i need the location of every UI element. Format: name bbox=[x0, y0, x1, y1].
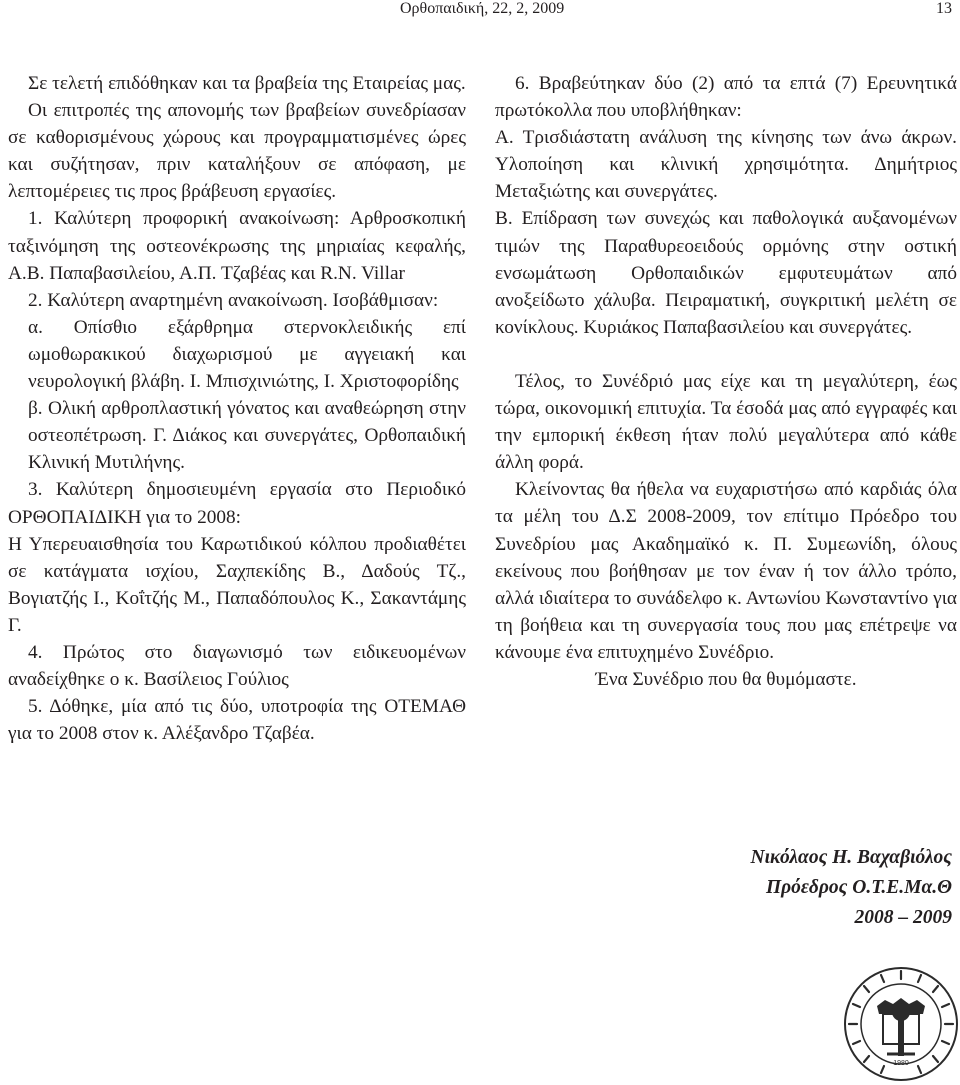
closing-paragraph-thanks: Κλείνοντας θα ήθελα να ευχαριστήσω από καρδιάς όλα τα μέλη του Δ.Σ 2008-2009, τον επίτιμο Πρόεδρο του Συνεδρίου μας Ακαδημαϊκό κ. Π. Συμεωνίδη, όλους εκείνους που βοήθησαν με τον έναν ή τον άλλο τρόπο, αλλά ιδιαίτερα το συνάδελφο κ. Αντωνίου Κωνσταντίνο για τη βοήθεια και τη συνεργασία τους που μας επέτρεψε να κάνουμε ένα επιτυχημένο Συνέδριο. bbox=[495, 479, 957, 663]
signature-name: Νικόλαος Η. Βαχαβιόλος bbox=[750, 847, 952, 868]
journal-citation: Ορθοπαιδική, 22, 2, 2009 bbox=[400, 0, 565, 17]
award-item-2: 2. Καλύτερη αναρτημένη ανακοίνωση. Ισοβάθμισαν: bbox=[28, 289, 439, 311]
right-column bbox=[495, 70, 957, 693]
page-number: 13 bbox=[936, 0, 952, 17]
award-item-3-detail: Η Υπερευαισθησία του Καρωτιδικού κόλπου προδιαθέτει σε κατάγματα ισχίου, Σαχπεκίδης Β., Δαδούς Τζ., Βογιατζής Ι., Κοΐτζής Μ., Παπαδόπουλος Κ., Σακαντάμης Γ. bbox=[8, 533, 466, 636]
award-item-6b: Β. Επίδραση των συνεχώς και παθολογικά αυξανομένων τιμών της Παραθυρεοειδούς ορμόνης στην οστική ενσωμάτωση Ορθοπαιδικών εμφυτευμάτων από ανοξείδωτο χάλυβα. Πειραματική, συγκριτική μελέτη σε κονίκλους. Κυριάκος Παπαβασιλείου και συνεργάτες. bbox=[495, 208, 957, 338]
signature-years: 2008 – 2009 bbox=[854, 907, 952, 928]
intro-paragraph: Σε τελετή επιδόθηκαν και τα βραβεία της Εταιρείας μας. bbox=[28, 73, 466, 94]
closing-paragraph-finances: Τέλος, το Συνέδριό μας είχε και τη μεγαλύτερη, έως τώρα, οικονομική επιτυχία. Τα έσοδά μας από εγγραφές και την εμπορική έκθεση ήταν πολύ μεγαλύτερα από κάθε άλλη φορά. bbox=[495, 370, 957, 474]
award-item-2a: α. Οπίσθιο εξάρθρημα στερνοκλειδικής επί ωμοθωρακικού διαχωρισμού με αγγειακή και νευρολογική βλάβη. Ι. Μπισχινιώτης, Ι. Χριστοφορίδης bbox=[28, 316, 466, 393]
committee-paragraph: Οι επιτροπές της απονομής των βραβείων συνεδρίασαν σε καθορισμένους χώρους και προγραμματισμένες ώρες και συζήτησαν, πριν καταλήξουν σε απόφαση, με λεπτομέρειες τις προς βράβευση εργασίες. bbox=[8, 100, 466, 203]
award-item-5: 5. Δόθηκε, μία από τις δύο, υποτροφία της ΟΤΕΜΑΘ για το 2008 στον κ. Αλέξανδρο Τζαβέα. bbox=[8, 696, 466, 745]
left-column bbox=[8, 70, 466, 747]
seal-year: 1980 bbox=[893, 1060, 909, 1067]
paragraph-gap bbox=[495, 341, 957, 368]
award-item-6: 6. Βραβεύτηκαν δύο (2) από τα επτά (7) Ερευνητικά πρωτόκολλα που υποβλήθηκαν: bbox=[495, 73, 957, 122]
award-item-2b: β. Ολική αρθροπλαστική γόνατος και αναθεώρηση στην οστεοπέτρωση. Γ. Διάκος και συνεργάτες, Ορθοπαιδική Κλινική Μυτιλήνης. bbox=[28, 398, 466, 474]
award-item-6a: Α. Τρισδιάστατη ανάλυση της κίνησης των άνω άκρων. Υλοποίηση και κλινική χρησιμότητα. Δημήτριος Μεταξιώτης και συνεργάτες. bbox=[495, 127, 957, 203]
award-item-3: 3. Καλύτερη δημοσιευμένη εργασία στο Περιοδικό ΟΡΘΟΠΑΙΔΙΚΗ για το 2008: bbox=[8, 479, 466, 528]
signature-block bbox=[751, 843, 952, 933]
signature-title: Πρόεδρος Ο.Τ.Ε.Μα.Θ bbox=[765, 877, 952, 898]
award-item-1: 1. Καλύτερη προφορική ανακοίνωση: Αρθροσκοπική ταξινόμηση της οστεονέκρωσης της μηριαίας κεφαλής, Α.Β. Παπαβασιλείου, Α.Π. Τζαβέας και R.N. Villar bbox=[8, 208, 466, 284]
running-header bbox=[0, 0, 960, 22]
closing-line: Ένα Συνέδριο που θα θυμόμαστε. bbox=[595, 668, 857, 690]
award-item-4: 4. Πρώτος στο διαγωνισμό των ειδικευομένων αναδείχθηκε ο κ. Βασίλειος Γούλιος bbox=[8, 641, 466, 691]
society-seal-icon bbox=[843, 966, 959, 1082]
